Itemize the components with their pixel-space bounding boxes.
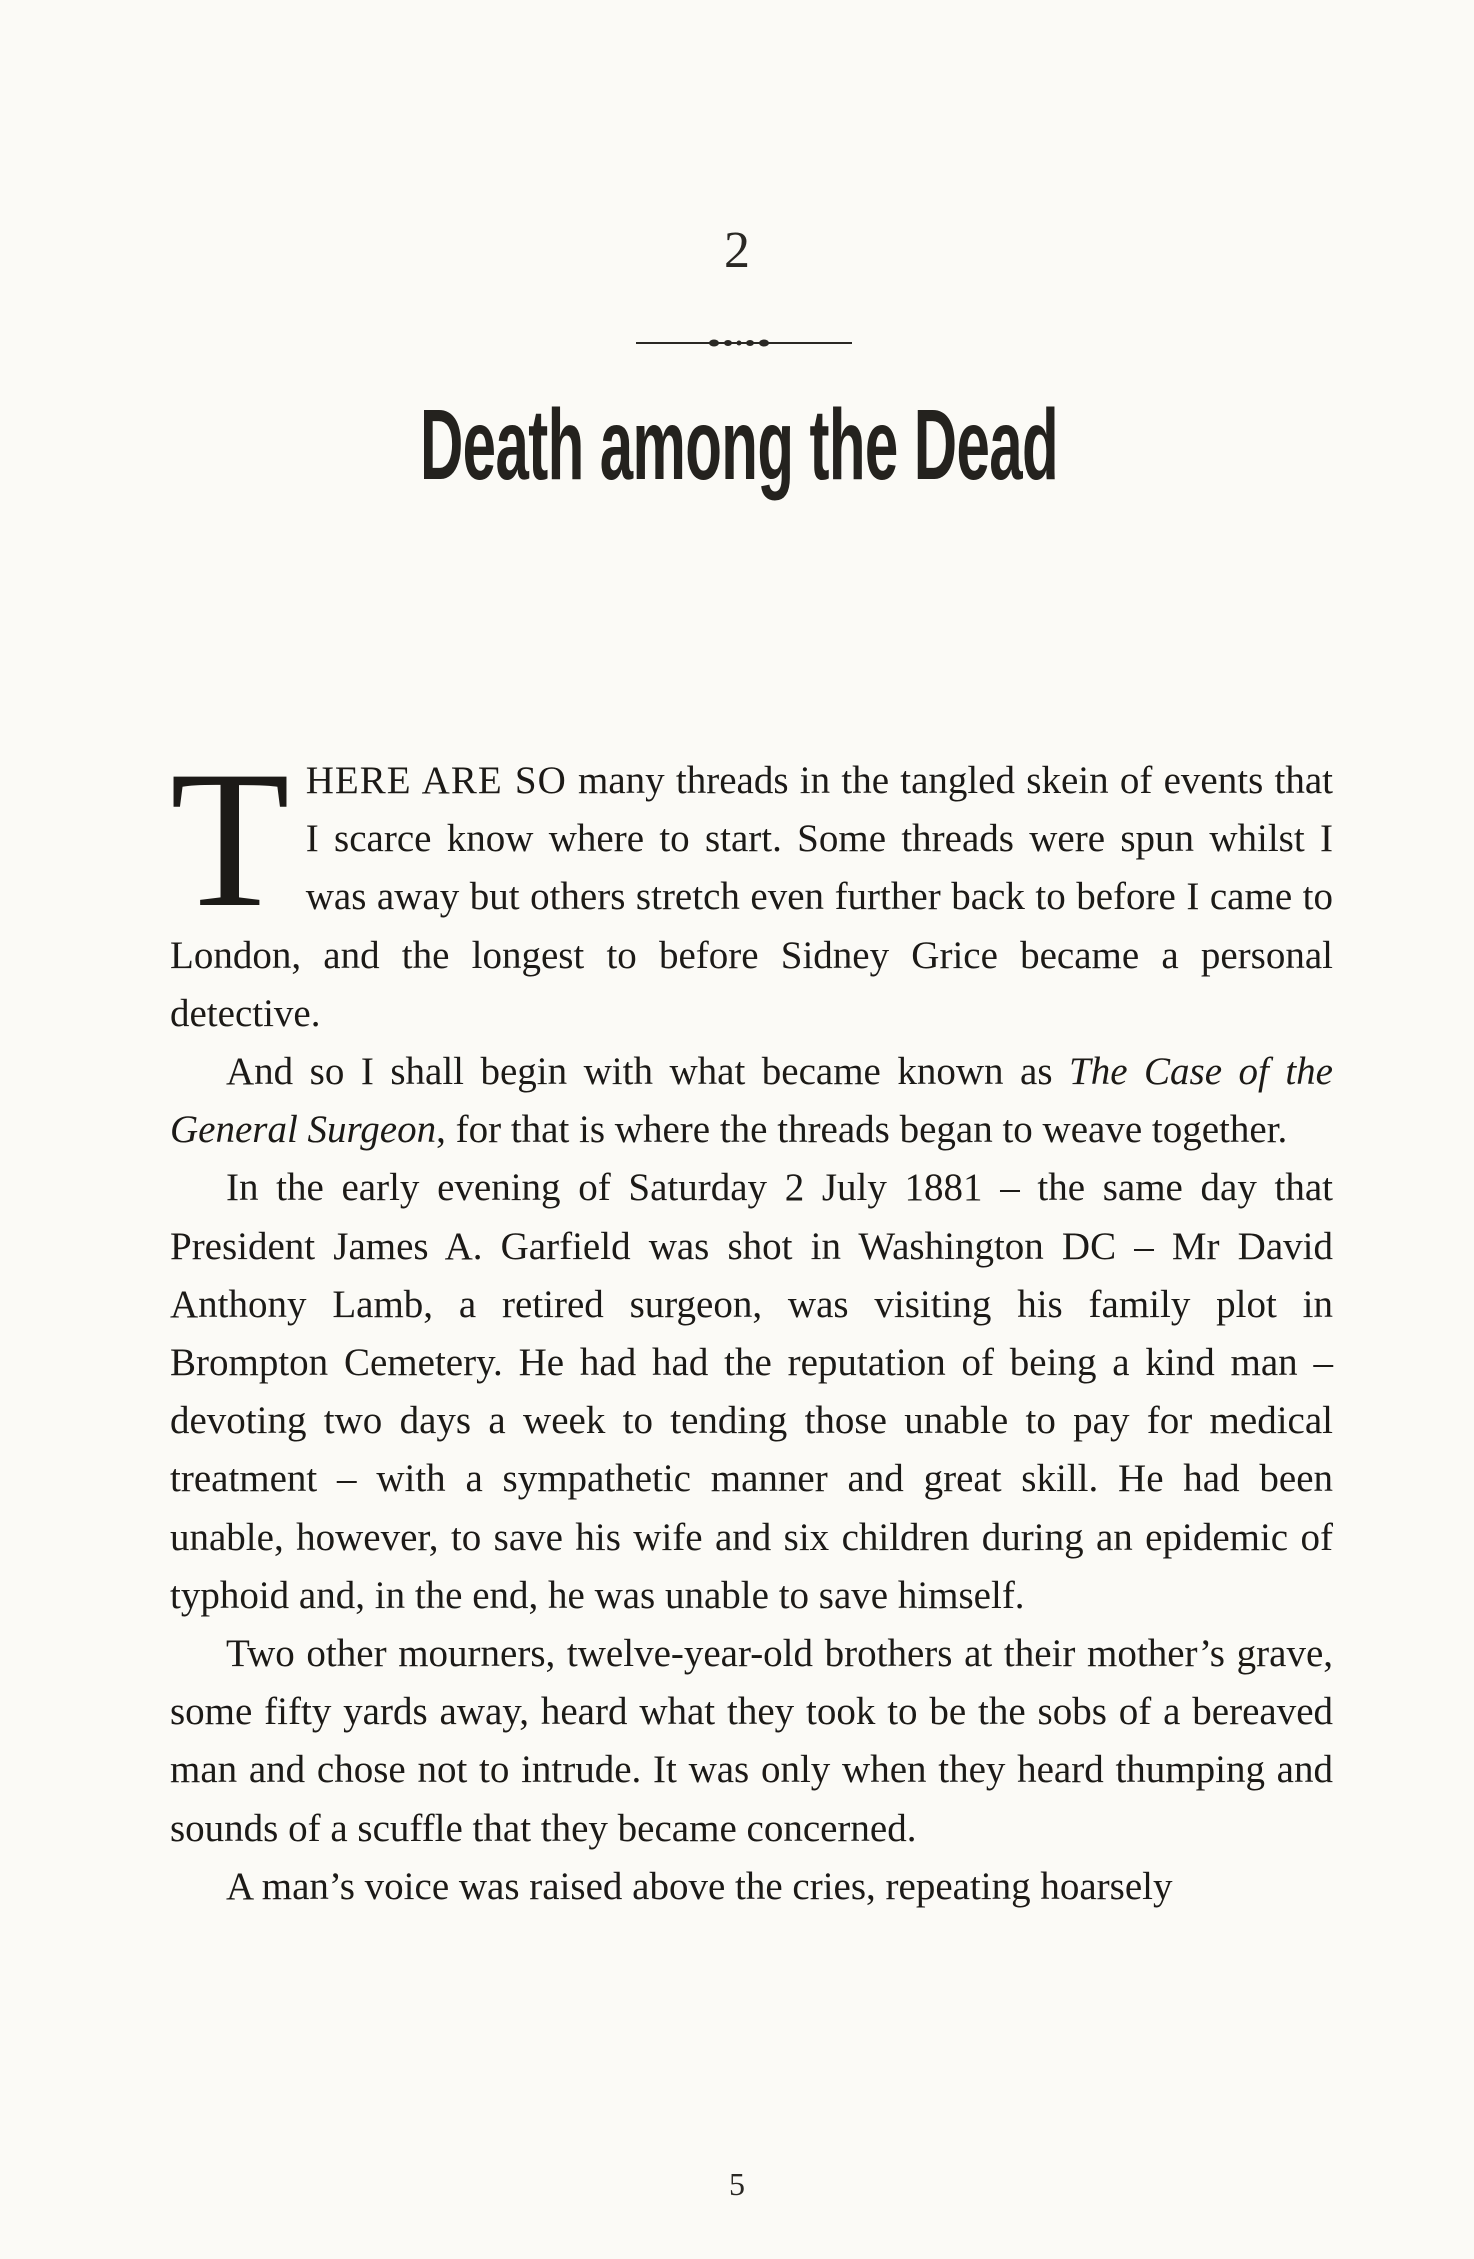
chapter-number: 2 (724, 222, 750, 279)
chapter-title: Death among the Dead (419, 389, 1059, 501)
paragraph-text: And so I shall begin with what became known as (226, 1050, 1070, 1094)
paragraph (170, 731, 1333, 1043)
paragraph: Two other mourners, twelve-year-old brothers at their mother’s grave, some fifty yards away, heard what they took to be the sobs of a bereaved man and chose not to intrude. It was only when they heard thumping and sounds of a scuffle that they became concerned. (170, 1632, 1333, 1850)
paragraph: In the early evening of Saturday 2 July 1881 – the same day that President James A. Garfield was shot in Washington DC – Mr David Anthony Lamb, a retired surgeon, was visiting his family plot in Brompton Cemetery. He had had the reputation of being a kind man – devoting two days a week to tending those unable to pay for medical treatment – with a sympathetic manner and great skill. He had been unable, however, to save his wife and six children during an epidemic of typhoid and, in the end, he was unable to save himself. (170, 1166, 1333, 1617)
chapter-body (170, 731, 1333, 1916)
opening-small-caps: HERE ARE SO (305, 759, 567, 802)
paragraph: A man’s voice was raised above the cries, repeating hoarsely (226, 1864, 1173, 1908)
paragraph-text: many threads in the tangled skein of events that I scarce know where to start. Some threads were spun whilst I was away but others stretch even further back to before I came to London, and the longest to before Sidney Grice became a personal detective. (170, 759, 1333, 1035)
page-number: 5 (729, 2166, 745, 2202)
ornament-divider-icon (634, 333, 854, 353)
case-title-italic: The Case of the General Surgeon (170, 1050, 1333, 1152)
paragraph-text: , for that is where the threads began to weave together. (436, 1108, 1288, 1152)
drop-cap: T (170, 731, 290, 948)
paragraph (170, 1043, 1333, 1159)
